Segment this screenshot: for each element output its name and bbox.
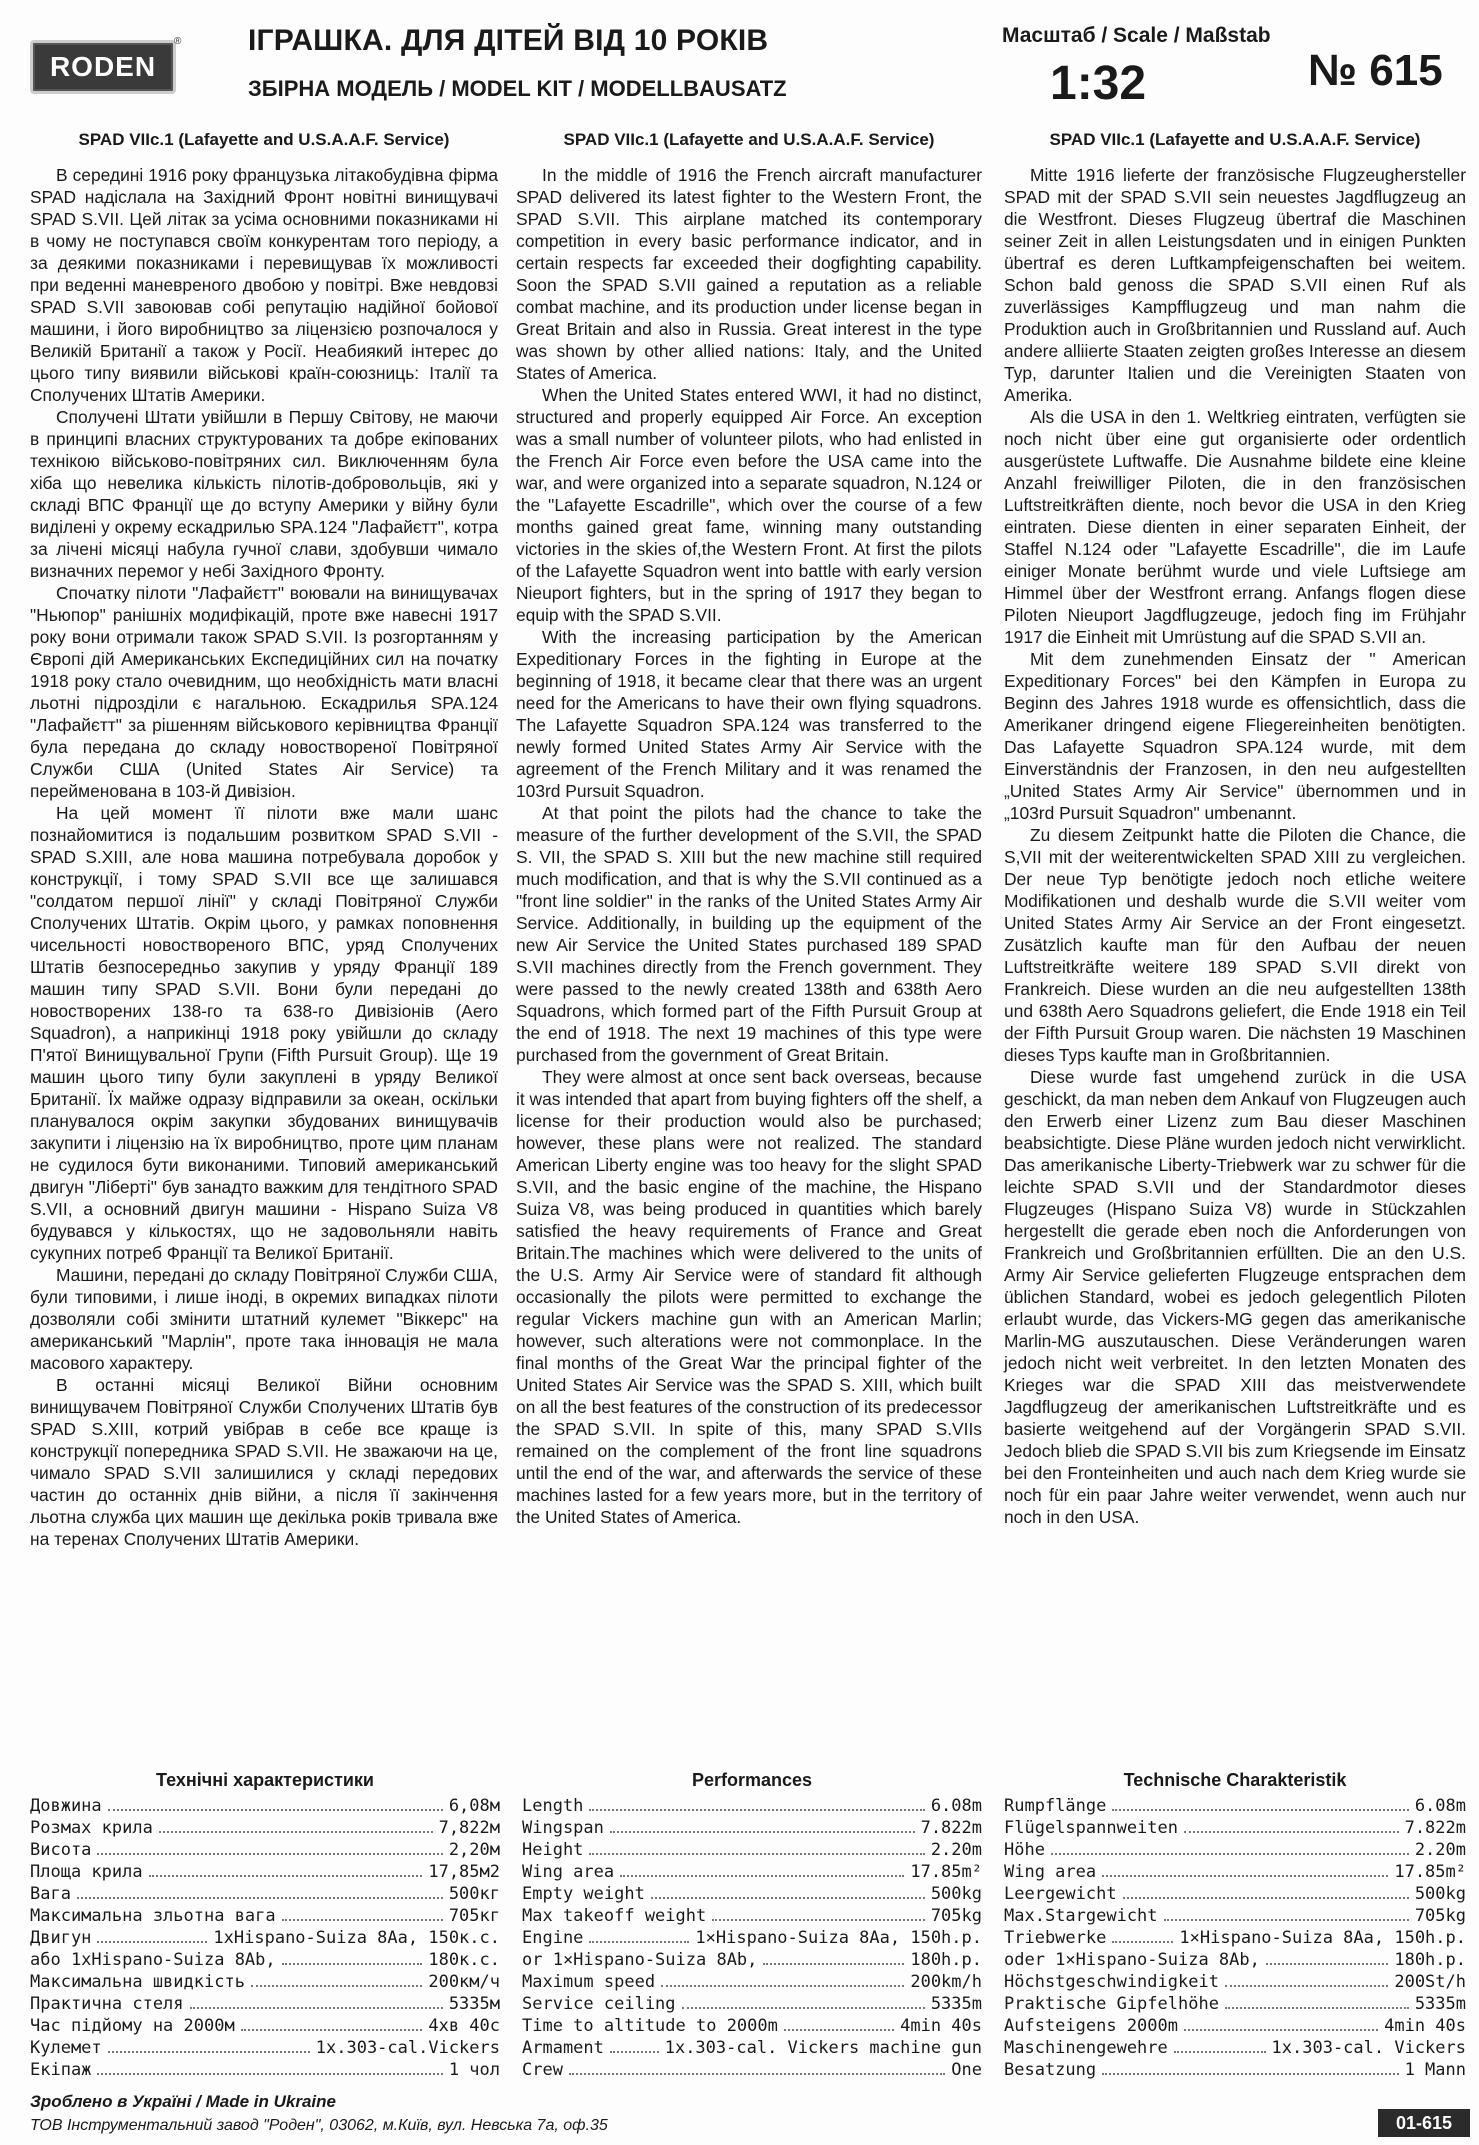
spec-row [30, 1817, 500, 1839]
spec-row [522, 1905, 982, 1927]
spec-row [1004, 1795, 1466, 1817]
spec-row [1004, 1839, 1466, 1861]
leader-dots [569, 2073, 945, 2075]
spec-row [30, 1949, 500, 1971]
spec-label: Вага [30, 1884, 71, 1904]
spec-value: 1x.303-cal.Vickers [315, 2038, 500, 2058]
leader-dots [251, 1985, 422, 1987]
spec-label: Höhe [1004, 1840, 1045, 1860]
leader-dots [1184, 2029, 1378, 2031]
paragraph: Zu diesem Zeitpunkt hatte die Piloten die Chance, die S,VII mit der weiterentwickelten SPAD XIII zu vergleichen. Der neue Typ benötigte jedoch noch etliche weitere Modifikationen und deshalb wurde die S.VII weiter vom United States Army Air Service an der Front eingesetzt. Zusätzlich kaufte man für den Aufbau der neuen Luftstreitkräfte weitere 189 SPAD S.VII direkt von Frankreich. Diese wurden an die neu aufgestellten 138th und 638th Aero Squadrons geliefert, die Ende 1918 ein Teil der Fifth Pursuit Group waren. Die nächsten 19 Maschinen dieses Typs kaufte man in Großbritannien. [1004, 825, 1466, 1065]
spec-row [522, 2037, 982, 2059]
leader-dots [282, 1919, 443, 1921]
spec-row [1004, 1817, 1466, 1839]
age-warning-title: ІГРАШКА. ДЛЯ ДІТЕЙ ВІД 10 РОКІВ [248, 24, 769, 57]
spec-value: 200St/h [1394, 1972, 1466, 1992]
spec-label: Höchstgeschwindigkeit [1004, 1972, 1219, 1992]
spec-row [522, 1883, 982, 1905]
specs-title: Технічні характеристики [156, 1770, 374, 1790]
spec-value: 7,822м [438, 1818, 500, 1838]
spec-value: 180h.p. [1394, 1950, 1466, 1970]
paragraph: In the middle of 1916 the French aircraft manufacturer SPAD delivered its latest fighter to the Western Front, the SPAD S.VII. This airplane matched its contemporary competition in every basic performance indicator, and in certain respects far exceeded their dogfighting capability. Soon the SPAD S.VII gained a reputation as a reliable combat machine, and its production under license began in Great Britain and also in Russia. Great interest in the type was shown by other allied nations: Italy, and the United States of America. [516, 165, 982, 383]
spec-row [30, 1883, 500, 1905]
leader-dots [589, 1853, 924, 1855]
leader-dots [610, 1831, 915, 1833]
leader-dots [1225, 2007, 1409, 2009]
spec-value: 1xHispano-Suiza 8Aa, 150к.с. [213, 1928, 500, 1948]
spec-value: 6.08m [930, 1796, 982, 1816]
spec-row [30, 1927, 500, 1949]
leader-dots [190, 2007, 443, 2009]
spec-value: 4min 40s [1384, 2016, 1466, 2036]
spec-value: 5335m [930, 1994, 982, 2014]
spec-value: 500кг [448, 1884, 500, 1904]
spec-value: 1x.303-cal. Vickers machine gun [664, 2038, 982, 2058]
history-column-english [516, 130, 982, 1528]
leader-dots [589, 1809, 924, 1811]
spec-label: Max.Stargewicht [1004, 1906, 1158, 1926]
spec-row [30, 1971, 500, 1993]
spec-row [522, 1993, 982, 2015]
spec-label: Розмах крила [30, 1818, 153, 1838]
leader-dots [108, 2051, 310, 2053]
leader-dots [149, 1875, 423, 1877]
paragraph: Спочатку пілоти "Лафайєтт" воювали на винищувачах "Ньюпор" ранішніх модифікацій, проте вже навесні 1917 року вони отримали також SPAD S.VII. Із розгортанням у Європі дій Американських Експедиційних сил на початку 1918 року стало очевидним, що необхідність мати власні льотні підрозділи є нагальною. Ескадрилья SPA.124 "Лафайєтт" за рішенням військового керівництва Франції була передана до складу новоствореної Повітряної Служби США (United States Air Service) та перейменована в 103-й Дивізіон. [30, 583, 498, 801]
history-column-german [1004, 130, 1466, 1528]
spec-row [30, 1795, 500, 1817]
leader-dots [1164, 1919, 1409, 1921]
specs-table-ukrainian [30, 1770, 500, 2081]
spec-row [522, 1949, 982, 1971]
spec-row [30, 2015, 500, 2037]
spec-value: 6,08м [448, 1796, 500, 1816]
column-body [30, 164, 498, 1550]
leader-dots [1225, 1985, 1388, 1987]
spec-label: Crew [522, 2060, 563, 2080]
spec-label: Висота [30, 1840, 92, 1860]
spec-value: 4min 40s [900, 2016, 982, 2036]
spec-label: Кулемет [30, 2038, 102, 2058]
leader-dots [159, 1831, 433, 1833]
spec-value: 705kg [930, 1906, 982, 1926]
history-column-ukrainian [30, 130, 498, 1550]
spec-label: Практична стеля [30, 1994, 184, 2014]
leader-dots [712, 1919, 925, 1921]
spec-row [30, 1839, 500, 1861]
spec-label: Максимальна швидкість [30, 1972, 245, 1992]
scale-value: 1:32 [1050, 57, 1147, 110]
spec-value: 1x.303-cal. Vickers [1271, 2038, 1466, 2058]
paragraph: When the United States entered WWI, it had no distinct, structured and properly equipped Air Force. An exception was a small number of volunteer pilots, who had enlisted in the French Air Force even before the USA came into the war, and were organized into a separate squadron, N.124 or the "Lafayette Escadrille", which over the course of a few months gained great fame, winning many outstanding victories in the skies of,the Western Front. At first the pilots of the Lafayette Squadron went into battle with early version Nieuport fighters, but in the spring of 1917 they began to equip with the SPAD S.VII. [516, 385, 982, 625]
spec-label: Time to altitude to 2000m [522, 2016, 778, 2036]
spec-value: One [951, 2060, 982, 2080]
spec-row [1004, 1905, 1466, 1927]
spec-row [1004, 1861, 1466, 1883]
manufacturer-address: ТОВ Інструментальний завод "Роден", 03062, м.Київ, вул. Невська 7а, оф.35 [30, 2117, 608, 2134]
spec-label: Максимальна зльотна вага [30, 1906, 276, 1926]
spec-label: Engine [522, 1928, 584, 1948]
spec-row [522, 1861, 982, 1883]
spec-value: 2.20m [1414, 1840, 1466, 1860]
spec-label: oder 1×Hispano-Suiza 8Ab, [1004, 1950, 1260, 1970]
spec-label: Wing area [522, 1862, 615, 1882]
spec-row [522, 1817, 982, 1839]
specs-title: Technische Charakteristik [1123, 1770, 1347, 1790]
spec-value: 7.822m [1404, 1818, 1466, 1838]
paragraph: Mitte 1916 lieferte der französische Flugzeughersteller SPAD mit der SPAD S.VII sein neuestes Jagdflugzeug an die Westfront. Dieses Flugzeug übertraf die Maschinen seiner Zeit in allen Leistungsdaten und in einigen Punkten übertraf es deren Luftkampfeigenschaften bei weitem. Schon bald genoss die SPAD S.VII einen Ruf als zuverlässiges Kampfflugzeug und man nahm die Produktion auch in Großbritannien und Russland auf. Auch andere alliierte Staaten zeigten großes Interesse an diesem Typ, darunter Italien und die Vereinigten Staaten von Amerika. [1004, 165, 1466, 405]
leader-dots [1051, 1853, 1409, 1855]
spec-row [522, 1795, 982, 1817]
leader-dots [682, 2007, 925, 2009]
paragraph: Машини, передані до складу Повітряної Служби США, були типовими, і лише іноді, в окремих випадках пілоти дозволяли собі змінити штатний кулемет "Віккерс" на американський "Марлін", проте така інновація не мала масового характеру. [30, 1265, 498, 1373]
spec-value: 17.85m² [910, 1862, 982, 1882]
spec-row [30, 1861, 500, 1883]
spec-value: 500kg [1414, 1884, 1466, 1904]
leader-dots [282, 1963, 423, 1965]
spec-row [1004, 1971, 1466, 1993]
spec-label: Двигун [30, 1928, 92, 1948]
spec-row [30, 1993, 500, 2015]
spec-value: 17.85m² [1394, 1862, 1466, 1882]
spec-value: 2,20м [448, 1840, 500, 1860]
paragraph: At that point the pilots had the chance to take the measure of the further development of the S.VII, the SPAD S. VII, the SPAD S. XIII but the new machine still required much modification, and that is why the S.VII continued as a "front line soldier" in the ranks of the United States Army Air Service. Additionally, in building up the equipment of the new Air Service the United States purchased 189 SPAD S.VII machines directly from the French government. They were passed to the newly created 138th and 638th Aero Squadrons, which formed part of the Fifth Pursuit Group at the end of 1918. The next 19 machines of this type were purchased from the government of Great Britain. [516, 803, 982, 1065]
spec-value: 7.822m [920, 1818, 982, 1838]
spec-value: 180h.p. [910, 1950, 982, 1970]
paragraph: Diese wurde fast umgehend zurück in die USA geschickt, da man neben dem Ankauf von Flugzeugen auch den Erwerb einer Lizenz zum Bau dieser Maschinen beabsichtigte. Diese Pläne wurden jedoch nicht verwirklicht. Das amerikanische Liberty-Triebwerk war zu schwer für die leichte SPAD S.VII und der Standardmotor dieses Flugzeuges (Hispano Suiza V8) wurde in Stückzahlen hergestellt die gerade eben noch die Anforderungen von Frankreich und Großbritannien erfüllten. Die an den U.S. Army Air Service gelieferten Flugzeuge entsprachen dem üblichen Standard, wobei es jedoch gelegentlich Piloten erlaubt wurde, das Vickers-MG gegen das amerikanische Marlin-MG auszutauschen. Diese Veränderungen waren jedoch nicht weit verbreitet. In den letzten Monaten des Krieges war die SPAD XIII das meistverwendete Jagdflugzeug der amerikanischen Luftstreitkräfte und es basierte weitgehend auf der Vorgängerin SPAD S.VII. Jedoch blieb die SPAD S.VII bis zum Kriegsende im Einsatz bei den Fronteinheiten und auch nach dem Krieg wurde sie noch für ein paar Jahre weiter verwendet, wenn auch nur noch in den USA. [1004, 1067, 1466, 1527]
specs-table-german [1004, 1770, 1466, 2081]
paragraph: Als die USA in den 1. Weltkrieg eintraten, verfügten sie noch nicht über eine gut organisierte oder ordentlich ausgerüstete Luftwaffe. Die Ausnahme bildete eine kleine Anzahl freiwilliger Piloten, die in den französischen Luftstreitkräften diente, noch bevor die USA in den Krieg eintraten. Diese dienten in einer separaten Einheit, der Staffel N.124 oder "Lafayette Escadrille", die im Laufe einiger Monate berühmt wurde und viele Luftsiege am Himmel über der Westfront errang. Anfangs flogen diese Piloten Nieuport Jagdflugzeuge, jedoch fing im Frühjahr 1917 die Einheit mit Umrüstung auf die SPAD S.VII an. [1004, 407, 1466, 647]
spec-value: 1×Hispano-Suiza 8Aa, 150h.p. [695, 1928, 982, 1948]
column-title: SPAD VIIc.1 (Lafayette and U.S.A.A.F. Service) [563, 130, 935, 149]
spec-label: Екіпаж [30, 2060, 92, 2080]
spec-row [1004, 1993, 1466, 2015]
spec-label: Leergewicht [1004, 1884, 1117, 1904]
spec-label: Wing area [1004, 1862, 1097, 1882]
spec-value: 5335m [1414, 1994, 1466, 2014]
spec-label: Besatzung [1004, 2060, 1097, 2080]
spec-value: 705kg [1414, 1906, 1466, 1926]
spec-label: Maximum speed [522, 1972, 656, 1992]
spec-value: 200km/h [910, 1972, 982, 1992]
column-title: SPAD VIIc.1 (Lafayette and U.S.A.A.F. Service) [1049, 130, 1421, 149]
spec-label: Service ceiling [522, 1994, 676, 2014]
spec-row [1004, 2037, 1466, 2059]
spec-value: 6.08m [1414, 1796, 1466, 1816]
leader-dots [1123, 1897, 1409, 1899]
paragraph: В останні місяці Великої Війни основним винищувачем Повітряної Служби Сполучених Штатів був SPAD S.XIII, котрий увібрав в себе все краще із конструкції попередника SPAD S.VII. Не зважаючи на це, чимало SPAD S.VII залишилися у складі передових частин до останніх днів війни, а після її закінчення льотна служба цих машин ще декілька років тривала вже на теренах Сполучених Штатів Америки. [30, 1375, 498, 1549]
specs-title: Performances [691, 1770, 813, 1790]
spec-label: Площа крила [30, 1862, 143, 1882]
leader-dots [77, 1897, 443, 1899]
leader-dots [589, 1941, 689, 1943]
spec-label: Aufsteigens 2000m [1004, 2016, 1178, 2036]
paragraph: В середині 1916 року французька літакобудівна фірма SPAD надіслала на Західний Фронт новітні винищувачі SPAD S.VII. Цей літак за усіма основними показниками ні в чому не поступався своїм конкурентам того періоду, а за деякими показниками і перевищував їх можливості при веденні маневреного двобою у повітрі. Вже невдовзі SPAD S.VII завоював собі репутацію надійної бойової машини, і його виробництво за ліцензією розпочалося у Великій Британії а також у Росії. Неабиякий інтерес до цього типу виявили військові країн-союзниць: Італії та Сполучених Штатів Америки. [30, 165, 498, 405]
leader-dots [651, 1897, 925, 1899]
spec-value: 705кг [448, 1906, 500, 1926]
spec-label: or 1×Hispano-Suiza 8Ab, [522, 1950, 758, 1970]
spec-label: Praktische Gipfelhöhe [1004, 1994, 1219, 2014]
paragraph: На цей момент її пілоти вже мали шанс познайомитися із подальшим розвитком SPAD S.VII - SPAD S.XIII, але нова машина потребувала доробок у конструкції, і тому SPAD S.VII все ще залишався "солдатом першої лінії" у складі Повітряної Служби Сполучених Штатів. Окрім цього, у рамках поповнення чисельності новоствореного ВПС, уряд Сполучених Штатів безпосередньо закупив у уряду Франції 189 машин типу SPAD S.VII. Вони були передані до новостворених 138-го та 638-го Дивізіонів (Aero Squadron), а наприкінці 1918 року увійшли до складу П'ятої Винищувальної Групи (Fifth Pursuit Group). Ще 19 машин цього типу були закуплені в уряду Великої Британії. Їх майже одразу відправили за океан, оскільки планувалося окрім закупки збудованих винищувачів закупити і ліцензію на їх виробництво, проте цим планам не судилося бути виконаними. Типовий американський двигун "Ліберті" був занадто важким для тендітного SPAD S.VII, а основний двигун машини - Hispano Suiza V8 будувався у кількостях, що не задовольняли навіть сукупних потреб Франції та Великої Британії. [30, 803, 498, 1263]
spec-row [30, 2059, 500, 2081]
leader-dots [97, 2073, 442, 2075]
leader-dots [661, 1985, 904, 1987]
spec-value: 200км/ч [428, 1972, 500, 1992]
leader-dots [97, 1941, 207, 1943]
made-in-label: Зроблено в Україні / Made in Ukraine [30, 2092, 336, 2111]
paragraph: Mit dem zunehmenden Einsatz der " American Expeditionary Forces" bei den Kämpfen in Europa zu Beginn des Jahres 1918 wurde es offensichtlich, dass die Amerikaner dringend eigene Fliegereinheiten benötigten. Das Lafayette Squadron SPA.124 wurde, mit dem Einverständnis der Franzosen, in den neu aufgestellten „United States Army Air Service" übernommen und in „103rd Pursuit Squadron" umbenannt. [1004, 649, 1466, 823]
leader-dots [1112, 1941, 1173, 1943]
spec-row [1004, 1927, 1466, 1949]
spec-value: 4хв 40с [428, 2016, 500, 2036]
paragraph: With the increasing participation by the American Expeditionary Forces in the fighting in Europe at the beginning of 1918, it became clear that there was an urgent need for the Americans to have their own flying squadrons. The Lafayette Squadron SPA.124 was transferred to the newly formed United States Army Air Service with the agreement of the French Military and it was renamed the 103rd Pursuit Squadron. [516, 627, 982, 801]
leader-dots [1184, 1831, 1399, 1833]
spec-label: Maschinengewehre [1004, 2038, 1168, 2058]
spec-value: 1×Hispano-Suiza 8Aa, 150h.p. [1179, 1928, 1466, 1948]
spec-row [522, 1927, 982, 1949]
spec-row [1004, 1883, 1466, 1905]
specs-table-english [522, 1770, 982, 2081]
leader-dots [241, 2029, 423, 2031]
spec-row [522, 2059, 982, 2081]
spec-value: 1 чол [448, 2060, 500, 2080]
spec-label: Length [522, 1796, 584, 1816]
leader-dots [763, 1963, 904, 1965]
spec-label: Wingspan [522, 1818, 604, 1838]
kit-number: № 615 [1308, 46, 1443, 95]
spec-row [1004, 1949, 1466, 1971]
spec-value: 17,85м2 [428, 1862, 500, 1882]
spec-label: Max takeoff weight [522, 1906, 707, 1926]
spec-value: 1 Mann [1404, 2060, 1466, 2080]
leader-dots [610, 2051, 659, 2053]
roden-logo: RODEN [30, 40, 176, 94]
leader-dots [1112, 1809, 1408, 1811]
spec-label: Triebwerke [1004, 1928, 1107, 1948]
spec-label: Довжина [30, 1796, 102, 1816]
spec-label: або 1xHispano-Suiza 8Ab, [30, 1950, 276, 1970]
spec-label: Flügelspannweiten [1004, 1818, 1178, 1838]
spec-value: 180к.с. [428, 1950, 500, 1970]
scale-label: Масштаб / Scale / Maßstab [1002, 24, 1271, 47]
spec-row [522, 2015, 982, 2037]
registered-mark: ® [174, 36, 182, 47]
spec-label: Rumpflänge [1004, 1796, 1107, 1816]
spec-label: Empty weight [522, 1884, 645, 1904]
column-body [516, 164, 982, 1528]
spec-row [1004, 2059, 1466, 2081]
spec-value: 2.20m [930, 1840, 982, 1860]
spec-row [522, 1839, 982, 1861]
sheet-code-badge: 01-615 [1378, 2109, 1470, 2137]
leader-dots [108, 1809, 443, 1811]
spec-row [30, 1905, 500, 1927]
spec-label: Час підйому на 2000м [30, 2016, 235, 2036]
leader-dots [1266, 1963, 1388, 1965]
paragraph: They were almost at once sent back overseas, because it was intended that apart from buying fighters off the shelf, a license for their production would also be purchased; however, these plans were not realized. The standard American Liberty engine was too heavy for the slight SPAD S.VII, and the basic engine of the machine, the Hispano Suiza V8, was being produced in quantities which barely satisfied the heavy requirements of France and Great Britain.The machines which were delivered to the units of the U.S. Army Air Service were of standard fit although occasionally the pilots were permitted to exchange the regular Vickers machine gun with an American Marlin; however, such alterations were not commonplace. In the final months of the Great War the principal fighter of the United States Air Service was the SPAD S. XIII, which built on all the best features of the construction of its predecessor the SPAD S.VII. In spite of this, many SPAD S.VIIs remained on the complement of the front line squadrons until the end of the war, and afterwards the service of these machines lasted for a few years more, but in the territory of the United States of America. [516, 1067, 982, 1527]
spec-value: 500kg [930, 1884, 982, 1904]
leader-dots [97, 1853, 442, 1855]
leader-dots [1174, 2051, 1266, 2053]
spec-row [1004, 2015, 1466, 2037]
leader-dots [1102, 1875, 1388, 1877]
header [0, 0, 1479, 130]
model-kit-title: ЗБІРНА МОДЕЛЬ / MODEL KIT / MODELLBAUSATZ [248, 76, 787, 101]
paragraph: Сполучені Штати увійшли в Першу Світову, не маючи в принципі власних структурованих та добре екіпованих технікою військово-повітряних сил. Виключенням була хіба що невелика кількість пілотів-добровольців, які у складі ВПС Франції ще до вступу Америки у війну були виділені у окрему ескадрилью SPA.124 "Лафайєтт", котра за лічені місяці набула гучної слави, здобувши чимало визначних перемог у небі Західного Фронту. [30, 407, 498, 581]
spec-row [30, 2037, 500, 2059]
leader-dots [1102, 2073, 1398, 2075]
spec-label: Height [522, 1840, 584, 1860]
spec-label: Armament [522, 2038, 604, 2058]
column-body [1004, 164, 1466, 1528]
spec-row [522, 1971, 982, 1993]
column-title: SPAD VIIc.1 (Lafayette and U.S.A.A.F. Service) [78, 130, 450, 149]
spec-value: 5335м [448, 1994, 500, 2014]
leader-dots [784, 2029, 894, 2031]
leader-dots [620, 1875, 904, 1877]
